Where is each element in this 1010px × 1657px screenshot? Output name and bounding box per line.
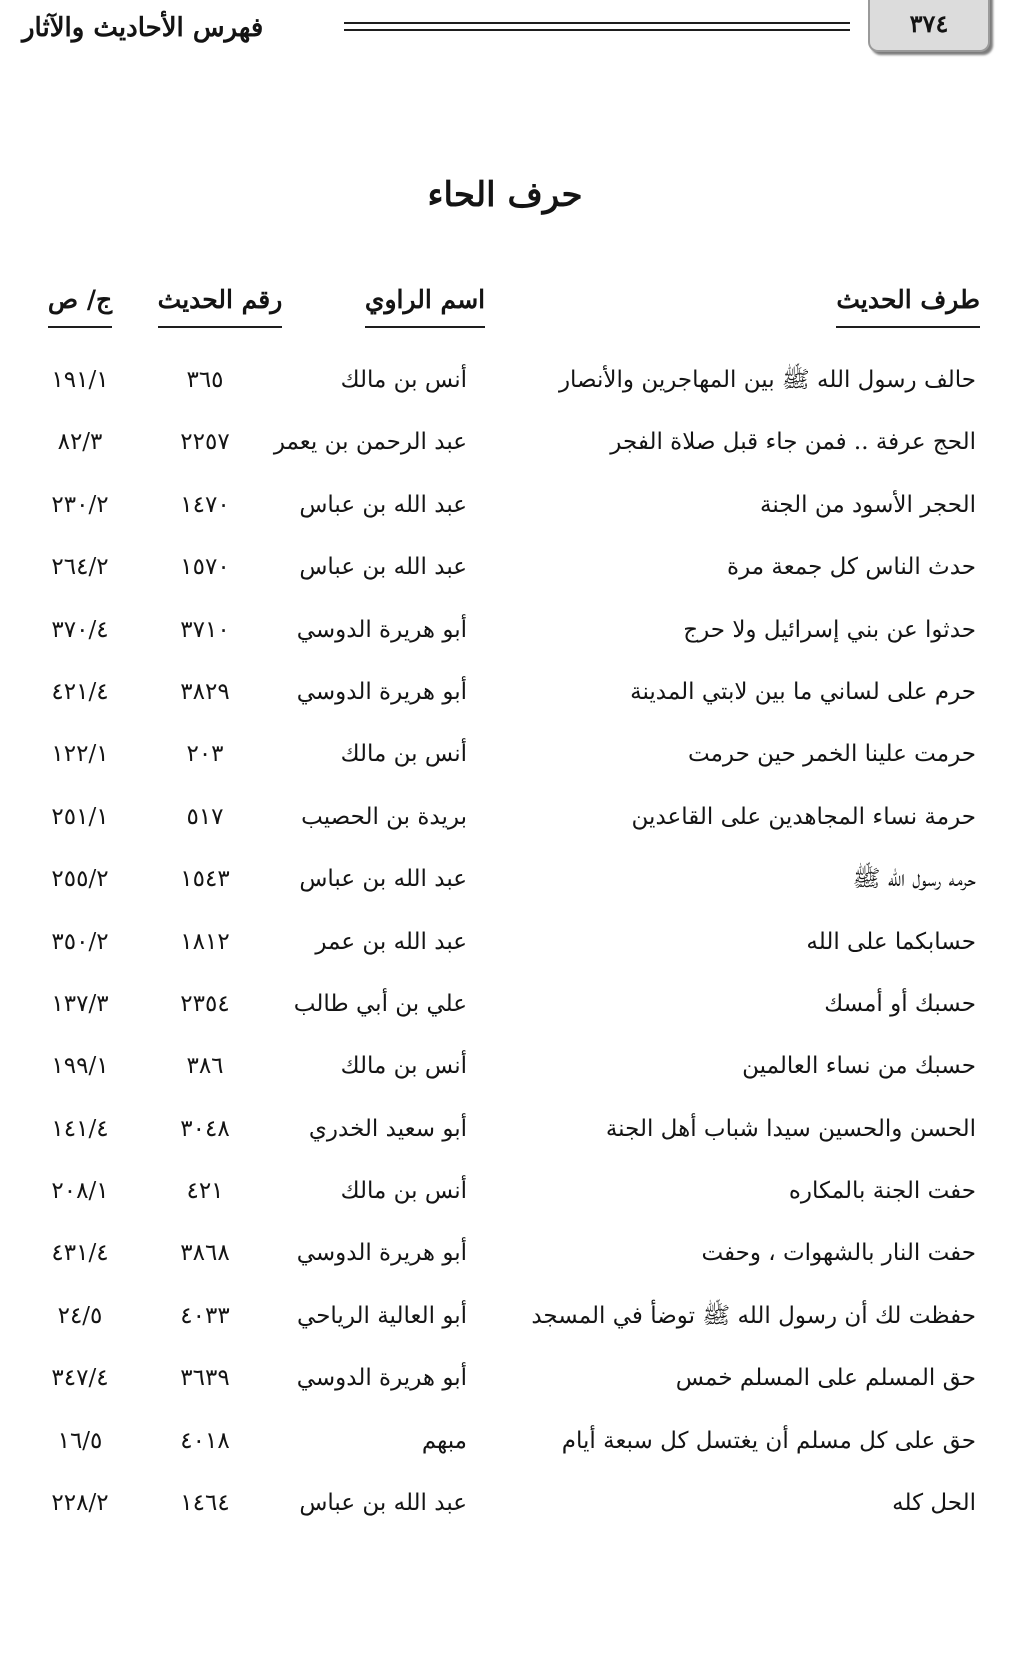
volume-page-ref: ٢٢٨/٢ xyxy=(51,1490,109,1517)
volume-page-ref: ٨٢/٣ xyxy=(57,429,103,456)
hadith-number: ٤٢١ xyxy=(186,1178,224,1205)
narrator-name: أبو هريرة الدوسي xyxy=(296,678,467,705)
column-header-label: ج/ ص xyxy=(48,280,112,328)
hadith-text: حرمة نساء المجاهدين على القاعدين xyxy=(631,803,976,830)
column-header-label: اسم الراوي xyxy=(365,280,485,328)
table-row xyxy=(0,1353,1010,1415)
volume-page-ref: ٢٦٤/٢ xyxy=(51,554,109,581)
column-header-number xyxy=(150,280,290,320)
hadith-text: حرمت علينا الخمر حين حرمت xyxy=(688,741,976,768)
running-title: فهرس الأحاديث والآثار xyxy=(22,13,264,43)
narrator-name: أبو العالية الرياحي xyxy=(297,1302,467,1329)
table-row xyxy=(0,480,1010,542)
hadith-number: ٤٠١٨ xyxy=(180,1427,230,1454)
column-header-hadith xyxy=(780,280,980,320)
hadith-text: حق المسلم على المسلم خمس xyxy=(675,1365,976,1392)
table-row xyxy=(0,917,1010,979)
narrator-name: أنس بن مالك xyxy=(340,1178,467,1205)
hadith-number: ٣٨٦٨ xyxy=(180,1240,230,1267)
hadith-text: حق على كل مسلم أن يغتسل كل سبعة أيام xyxy=(561,1427,976,1454)
narrator-name: أنس بن مالك xyxy=(340,367,467,393)
narrator-name: مبهم xyxy=(421,1427,467,1454)
hadith-text: حفظت لك أن رسول الله ﷺ توضأ في المسجد xyxy=(531,1302,976,1329)
hadith-text: الحل كله xyxy=(892,1490,976,1517)
narrator-name: عبد الرحمن بن يعمر xyxy=(273,429,467,456)
table-row xyxy=(0,542,1010,604)
table-row xyxy=(0,729,1010,791)
table-row xyxy=(0,979,1010,1041)
table-row xyxy=(0,1291,1010,1353)
hadith-text: حفت النار بالشهوات ، وحفت xyxy=(701,1240,976,1267)
narrator-name: علي بن أبي طالب xyxy=(293,990,467,1017)
narrator-name: أنس بن مالك xyxy=(340,1053,467,1080)
hadith-number: ١٤٧٠ xyxy=(180,491,230,518)
volume-page-ref: ١٤١/٤ xyxy=(51,1115,109,1142)
narrator-name: أبو سعيد الخدري xyxy=(308,1115,467,1142)
hadith-number: ٤٠٣٣ xyxy=(180,1302,230,1329)
column-header-volume-page xyxy=(30,280,130,320)
hadith-text: حسبك أو أمسك xyxy=(824,990,976,1017)
hadith-number: ٣٨٦ xyxy=(186,1053,224,1080)
narrator-name: عبد الله بن عباس xyxy=(299,1490,467,1517)
hadith-text: حسبك من نساء العالمين xyxy=(742,1053,976,1080)
table-row xyxy=(0,792,1010,854)
table-row xyxy=(0,1228,1010,1290)
narrator-name: أبو هريرة الدوسي xyxy=(296,1240,467,1267)
index-table xyxy=(0,355,1010,1540)
volume-page-ref: ٢٣٠/٢ xyxy=(51,491,109,518)
volume-page-ref: ٣٧٠/٤ xyxy=(51,616,109,643)
narrator-name: عبد الله بن عباس xyxy=(299,554,467,581)
table-row xyxy=(0,1416,1010,1478)
volume-page-ref: ٢٤/٥ xyxy=(57,1302,103,1329)
hadith-text: حفت الجنة بالمكاره xyxy=(788,1178,976,1205)
hadith-text: حدثوا عن بني إسرائيل ولا حرج xyxy=(683,616,976,643)
volume-page-ref: ١٩٩/١ xyxy=(51,1053,109,1080)
column-header-label: طرف الحديث xyxy=(836,280,980,328)
hadith-text: الحجر الأسود من الجنة xyxy=(760,491,976,518)
volume-page-ref: ٢٥٥/٢ xyxy=(51,866,109,893)
table-row xyxy=(0,355,1010,417)
table-row xyxy=(0,1166,1010,1228)
volume-page-ref: ٢٠٨/١ xyxy=(51,1178,109,1205)
table-row xyxy=(0,605,1010,667)
hadith-number: ٥١٧ xyxy=(186,803,224,830)
hadith-text: الحسن والحسين سيدا شباب أهل الجنة xyxy=(605,1115,976,1142)
header-rule xyxy=(344,29,850,31)
hadith-number: ٣٧١٠ xyxy=(180,616,230,643)
hadith-number: ٢٢٥٧ xyxy=(180,429,230,456)
table-row xyxy=(0,417,1010,479)
page-header xyxy=(0,0,1010,60)
narrator-name: أبو هريرة الدوسي xyxy=(296,1365,467,1392)
volume-page-ref: ٢٥١/١ xyxy=(51,803,109,830)
table-row xyxy=(0,1478,1010,1540)
hadith-text: حرم على لساني ما بين لابتي المدينة xyxy=(630,678,976,705)
narrator-name: عبد الله بن عباس xyxy=(299,491,467,518)
table-row xyxy=(0,667,1010,729)
hadith-text: حدث الناس كل جمعة مرة xyxy=(727,554,976,581)
narrator-name: بريدة بن الحصيب xyxy=(301,803,467,830)
hadith-number: ٢٠٣ xyxy=(186,741,224,768)
hadith-text: حالف رسول الله ﷺ بين المهاجرين والأنصار xyxy=(558,367,976,393)
hadith-number: ١٥٧٠ xyxy=(180,554,230,581)
hadith-number: ٣٨٢٩ xyxy=(180,678,230,705)
table-row xyxy=(0,854,1010,916)
narrator-name: أنس بن مالك xyxy=(340,741,467,768)
hadith-number: ١٤٦٤ xyxy=(180,1490,230,1517)
narrator-name: عبد الله بن عباس xyxy=(299,866,467,893)
volume-page-ref: ١٣٧/٣ xyxy=(51,990,109,1017)
hadith-number: ١٨١٢ xyxy=(180,928,230,955)
column-header-label: رقم الحديث xyxy=(158,280,283,328)
hadith-number: ٢٣٥٤ xyxy=(180,990,230,1017)
hadith-number: ٣٦٣٩ xyxy=(180,1365,230,1392)
volume-page-ref: ٣٥٠/٢ xyxy=(51,928,109,955)
page-number-tab: ٣٧٤ xyxy=(868,0,990,52)
hadith-number: ٣٦٥ xyxy=(186,367,224,393)
hadith-number: ٣٠٤٨ xyxy=(180,1115,230,1142)
hadith-text: حسابكما على الله xyxy=(806,928,976,955)
volume-page-ref: ١٩١/١ xyxy=(51,367,109,393)
volume-page-ref: ٤٣١/٤ xyxy=(51,1240,109,1267)
volume-page-ref: ١٢٢/١ xyxy=(51,741,109,768)
narrator-name: أبو هريرة الدوسي xyxy=(296,616,467,643)
column-header-narrator xyxy=(350,280,500,320)
volume-page-ref: ٣٤٧/٤ xyxy=(51,1365,109,1392)
section-title: حرف الحاء xyxy=(427,175,583,215)
table-row xyxy=(0,1041,1010,1103)
volume-page-ref: ٤٢١/٤ xyxy=(51,678,109,705)
hadith-number: ١٥٤٣ xyxy=(180,866,230,893)
header-rule xyxy=(344,22,850,24)
hadith-text: الحج عرفة .. فمن جاء قبل صلاة الفجر xyxy=(610,429,976,456)
volume-page-ref: ١٦/٥ xyxy=(57,1427,103,1454)
hadith-text: حرمه رسول الله ﷺ xyxy=(852,866,976,893)
table-row xyxy=(0,1104,1010,1166)
narrator-name: عبد الله بن عمر xyxy=(315,928,467,955)
